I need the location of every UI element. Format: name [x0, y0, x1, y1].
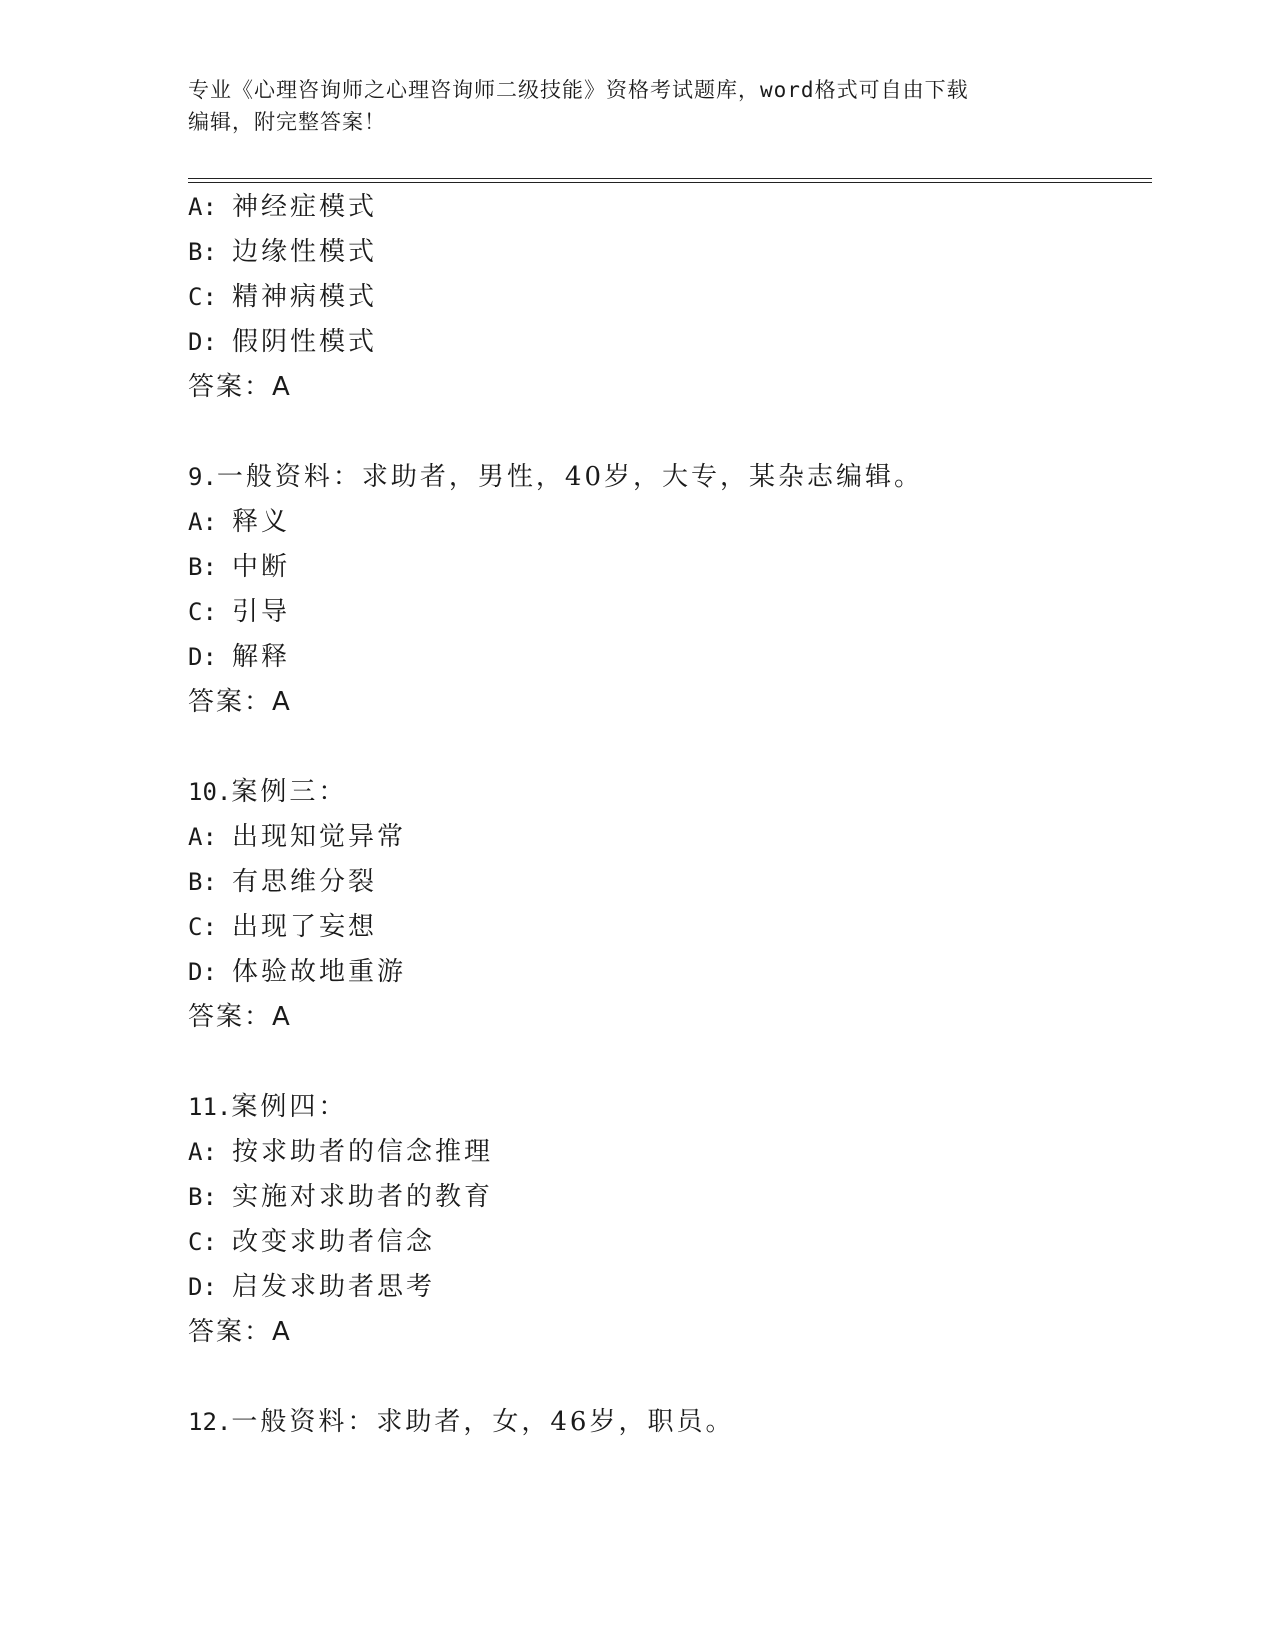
question-line — [188, 1405, 734, 1439]
option-row — [188, 820, 406, 854]
question-text: 一般资料：求助者，女，46岁，职员。 — [231, 1407, 735, 1437]
option-row — [188, 1135, 493, 1169]
option-row — [188, 325, 377, 359]
header-divider-top — [188, 178, 1152, 179]
answer-line: 答案：A — [188, 687, 292, 717]
option-key: C: — [188, 1228, 217, 1256]
option-row — [188, 505, 290, 539]
option-text: 中断 — [232, 552, 291, 582]
option-text: 引导 — [232, 597, 291, 627]
option-text: 解释 — [232, 642, 291, 672]
question-line — [188, 460, 923, 494]
option-key: A: — [188, 508, 217, 536]
question-number: 9. — [188, 463, 217, 491]
option-text: 按求助者的信念推理 — [232, 1137, 494, 1167]
option-key: D: — [188, 328, 217, 356]
option-row — [188, 865, 377, 899]
question-number: 10. — [188, 778, 232, 806]
question-text: 案例四： — [231, 1092, 348, 1122]
option-text: 精神病模式 — [232, 282, 378, 312]
option-text: 边缘性模式 — [232, 237, 378, 267]
option-key: D: — [188, 958, 217, 986]
option-key: A: — [188, 1138, 217, 1166]
answer-line: 答案：A — [188, 1002, 292, 1032]
option-text: 改变求助者信念 — [232, 1227, 436, 1257]
option-row — [188, 955, 406, 989]
option-text: 出现知觉异常 — [232, 822, 407, 852]
option-row — [188, 1180, 493, 1214]
header-line-2: 编辑，附完整答案！ — [188, 110, 386, 134]
header-line-1: 专业《心理咨询师之心理咨询师二级技能》资格考试题库，word格式可自由下载 — [188, 78, 969, 102]
option-text: 神经症模式 — [232, 192, 378, 222]
option-key: B: — [188, 238, 217, 266]
option-key: B: — [188, 868, 217, 896]
option-text: 启发求助者思考 — [232, 1272, 436, 1302]
answer-line: 答案：A — [188, 1317, 292, 1347]
option-key: D: — [188, 1273, 217, 1301]
option-text: 有思维分裂 — [232, 867, 378, 897]
option-key: C: — [188, 598, 217, 626]
option-key: A: — [188, 823, 217, 851]
option-key: B: — [188, 553, 217, 581]
option-row — [188, 910, 377, 944]
option-text: 出现了妄想 — [232, 912, 378, 942]
question-text: 案例三： — [231, 777, 348, 807]
question-line — [188, 1090, 347, 1124]
option-text: 释义 — [232, 507, 291, 537]
option-key: C: — [188, 913, 217, 941]
document-header — [188, 74, 1068, 138]
option-row — [188, 550, 290, 584]
option-text: 假阴性模式 — [232, 327, 378, 357]
option-row — [188, 1270, 435, 1304]
option-row — [188, 190, 377, 224]
question-number: 11. — [188, 1093, 232, 1121]
option-row — [188, 640, 290, 674]
option-key: C: — [188, 283, 217, 311]
question-number: 12. — [188, 1408, 232, 1436]
question-line — [188, 775, 347, 809]
question-text: 一般资料：求助者，男性，40岁，大专，某杂志编辑。 — [216, 462, 923, 492]
option-key: B: — [188, 1183, 217, 1211]
option-row — [188, 1225, 435, 1259]
option-row — [188, 595, 290, 629]
answer-line: 答案：A — [188, 372, 292, 402]
option-text: 实施对求助者的教育 — [232, 1182, 494, 1212]
option-row — [188, 280, 377, 314]
option-row — [188, 235, 377, 269]
option-key: A: — [188, 193, 217, 221]
option-key: D: — [188, 643, 217, 671]
option-text: 体验故地重游 — [232, 957, 407, 987]
header-divider-bottom — [188, 182, 1152, 183]
